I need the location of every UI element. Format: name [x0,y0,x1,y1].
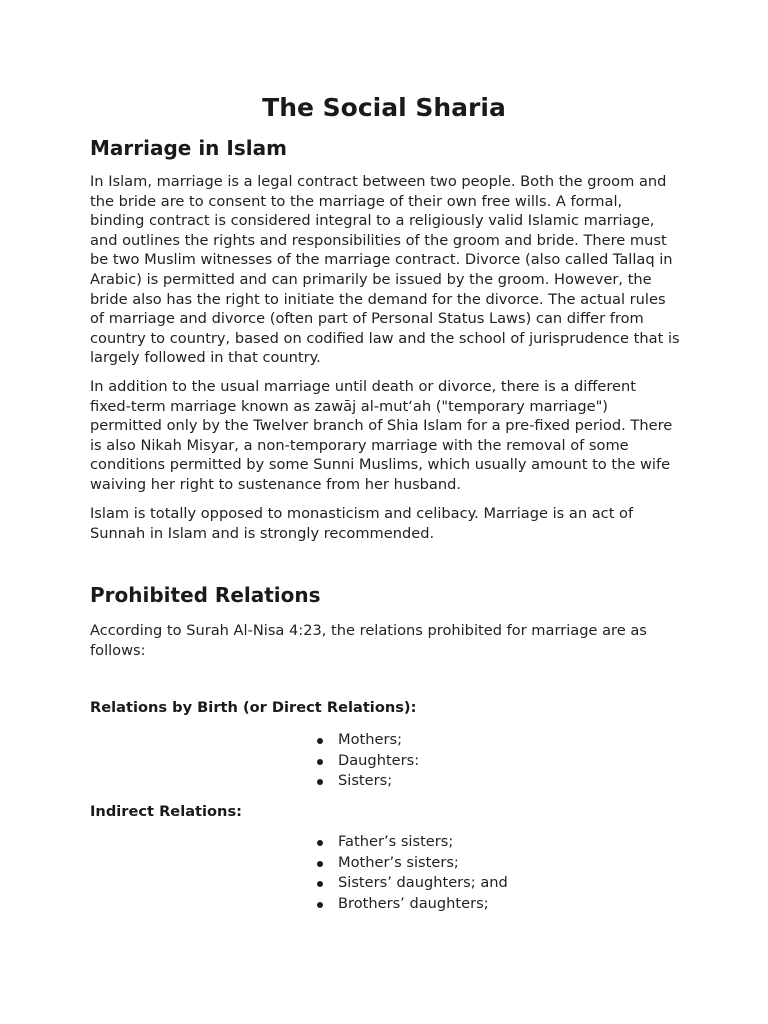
list-item-text: Father’s sisters; [338,833,454,850]
list-item-text: Mother’s sisters; [338,853,459,871]
list-item [314,751,419,772]
section-heading-marriage: Marriage in Islam [90,136,287,160]
list-item [314,894,508,915]
list-item [314,832,508,853]
bullet-icon [317,902,323,908]
bullet-icon [317,861,323,867]
list-item-text: Sisters; [338,772,393,789]
list-item-text: Daughters: [338,751,420,769]
list-item-text: Mothers; [338,731,402,748]
list-item-text: Sisters’ daughters; and [338,874,508,891]
paragraph-temporary-marriage: In addition to the usual marriage until death or divorce, there is a different fixed-term marriage known as zawāj al-mut‘ah ("temporary marriage") permitted only by the Twelver branch of Shia Islam for a pre-fixed period. There is also Nikah Misyar, a non-temporary marriage with the removal of some conditions permitted by some Sunni Muslims, which usually amount to the wife waiving her right to sustenance from her husband. [90,378,673,493]
bullet-icon [317,759,323,765]
paragraph-marriage-contract: In Islam, marriage is a legal contract between two people. Both the groom and the bride are to consent to the marriage of their own free wills. A formal, binding contract is considered integral to a religiously valid Islamic marriage, and outlines the rights and responsibilities of the groom and bride. There must be two Muslim witnesses of the marriage contract. Divorce (also called Tallaq in Arabic) is permitted and can primarily be issued by the groom. However, the bride also has the right to initiate the demand for the divorce. The actual rules of marriage and divorce (often part of Personal Status Laws) can differ from country to country, based on codified law and the school of jurisprudence that is largely followed in that country. [90,173,680,367]
group-label-direct-relations: Relations by Birth (or Direct Relations): [90,699,417,716]
bullet-icon [317,881,323,887]
list-item-text: Brothers’ daughters; [338,894,489,912]
group-label-indirect-relations: Indirect Relations: [90,803,242,820]
list-item [314,853,508,874]
indirect-relations-list [314,832,508,914]
list-item [314,771,419,792]
paragraph-prohibited-intro: According to Surah Al-Nisa 4:23, the relations prohibited for marriage are as follows: [90,622,647,659]
document-title: The Social Sharia [262,93,506,122]
bullet-icon [317,840,323,846]
list-item [314,873,508,894]
bullet-icon [317,779,323,785]
paragraph-monasticism: Islam is totally opposed to monasticism and celibacy. Marriage is an act of Sunnah in Islam and is strongly recommended. [90,505,634,542]
direct-relations-list [314,730,419,792]
section-heading-prohibited-relations: Prohibited Relations [90,583,321,607]
list-item [314,730,419,751]
bullet-icon [317,738,323,744]
